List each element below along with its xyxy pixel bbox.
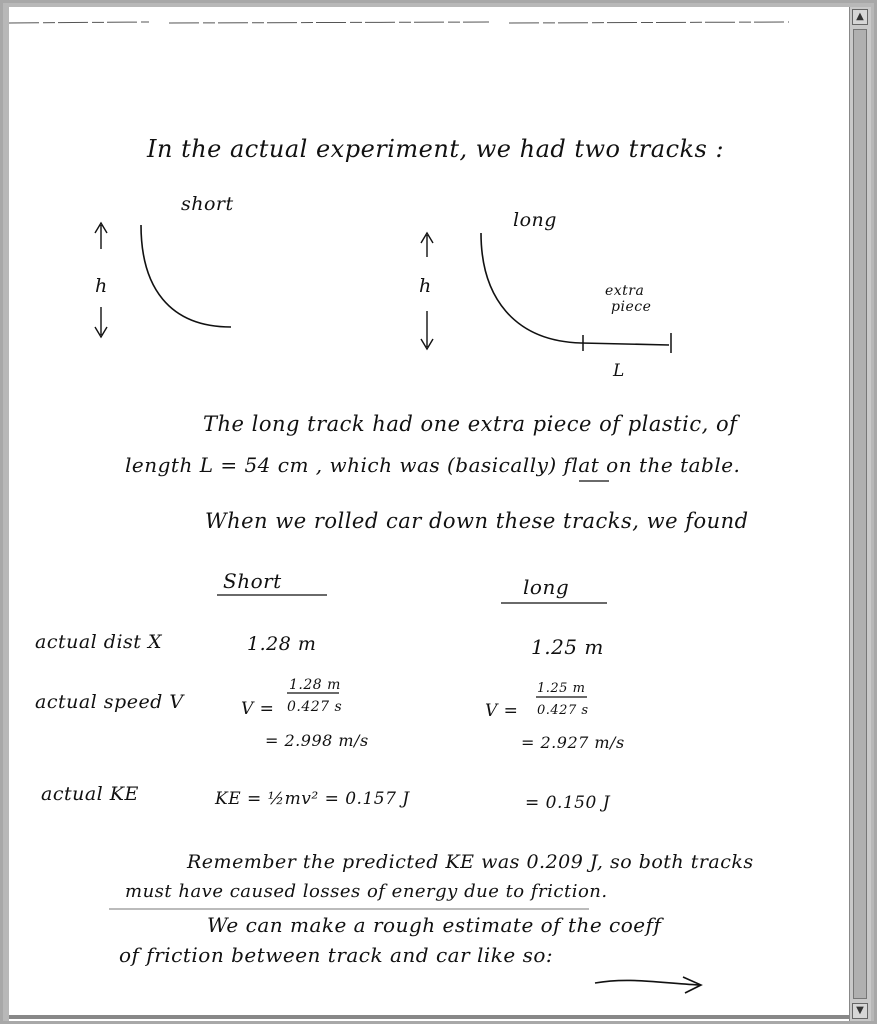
vertical-scrollbar[interactable] — [849, 7, 871, 1021]
continue-arrow — [595, 977, 701, 993]
ke-short-value: KE = ½mv² = 0.157 J — [215, 789, 410, 809]
speed-short-result: = 2.998 m/s — [265, 731, 369, 750]
col-long-header: long — [523, 575, 570, 599]
dist-row-label: actual dist X — [35, 631, 162, 653]
short-h-label: h — [95, 275, 108, 297]
dist-long-value: 1.25 m — [531, 635, 604, 659]
speed-long-denominator: 0.427 s — [537, 703, 589, 718]
speed-row-label: actual speed V — [35, 691, 184, 713]
col-short-header: Short — [223, 569, 282, 593]
description-line-2: length L = 54 cm , which was (basically) flat on the table. — [125, 453, 741, 477]
scroll-down-icon[interactable]: ▼ — [852, 1003, 868, 1019]
remember-line-4: of friction between track and car like so: — [119, 943, 554, 967]
speed-short-numerator: 1.28 m — [289, 677, 341, 693]
height-arrow-down — [95, 307, 107, 337]
length-label: L — [613, 361, 625, 381]
remember-line-1: Remember the predicted KE was 0.209 J, so both tracks — [187, 851, 754, 873]
short-label: short — [181, 193, 234, 215]
piece-label: piece — [611, 299, 652, 315]
description-line-1: The long track had one extra piece of plastic, of — [203, 412, 738, 436]
handwritten-page — [9, 7, 849, 1021]
bottom-edge — [9, 1015, 849, 1019]
speed-short-eq: V = — [241, 699, 275, 719]
long-height-arrow-down — [421, 311, 433, 349]
speed-long-result: = 2.927 m/s — [521, 733, 625, 752]
ke-row-label: actual KE — [41, 783, 139, 805]
scroll-up-icon[interactable]: ▲ — [852, 9, 868, 25]
intro-line: In the actual experiment, we had two tracks : — [147, 135, 725, 163]
height-arrow-up — [95, 223, 107, 249]
ke-long-value: = 0.150 J — [525, 793, 611, 813]
dist-short-value: 1.28 m — [247, 633, 317, 655]
scroll-thumb[interactable] — [853, 29, 867, 999]
remember-line-2: must have caused losses of energy due to friction. — [125, 881, 608, 902]
speed-long-numerator: 1.25 m — [537, 681, 586, 696]
long-h-label: h — [419, 275, 432, 297]
speed-short-denominator: 0.427 s — [287, 699, 343, 715]
speed-long-eq: V = — [485, 701, 519, 721]
remember-line-3: We can make a rough estimate of the coeff — [207, 913, 662, 937]
long-label: long — [513, 209, 557, 231]
long-height-arrow-up — [421, 233, 433, 257]
rolled-line: When we rolled car down these tracks, we found — [205, 509, 749, 533]
extra-label: extra — [605, 283, 645, 299]
short-track-curve — [141, 225, 231, 327]
